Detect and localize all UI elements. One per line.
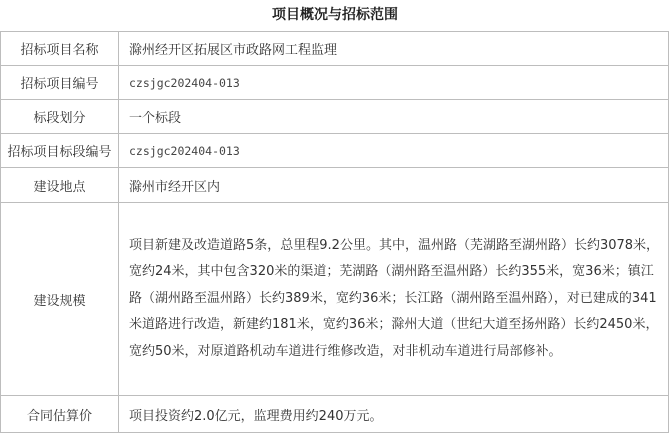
row-label: 建设地点 bbox=[1, 168, 119, 203]
table-row bbox=[1, 168, 669, 203]
construction-scale-value: 项目新建及改造道路5条，总里程9.2公里。其中，温州路（芜湖路至湖州路）长约3078米，宽约24米，其中包含320米的渠道；芜湖路（湖州路至温州路）长约355米，宽36米；镇江路（湖州路至温州路）长约389米，宽约36米；长江路（湖州路至温州路），对已建成的341米道路进行改造，新建约181米，宽约36米；滁州大道（世纪大道至扬州路）长约2450米，宽约50米，对原道路机动车道进行维修改造，对非机动车道进行局部修补。 bbox=[119, 203, 669, 396]
section-title: 项目概况与招标范围 bbox=[272, 7, 398, 23]
table-row bbox=[1, 396, 669, 433]
row-label: 合同估算价 bbox=[1, 396, 119, 433]
table-row bbox=[1, 32, 669, 66]
table-row bbox=[1, 100, 669, 134]
section-division-value: 一个标段 bbox=[119, 100, 669, 134]
row-label: 招标项目标段编号 bbox=[1, 134, 119, 168]
row-label: 招标项目编号 bbox=[1, 66, 119, 100]
table-row bbox=[1, 66, 669, 100]
row-label: 建设规模 bbox=[1, 203, 119, 396]
table-row bbox=[1, 203, 669, 396]
construction-site-value: 滁州市经开区内 bbox=[119, 168, 669, 203]
project-info-table bbox=[0, 31, 669, 433]
project-number-value: czsjgc202404-013 bbox=[119, 66, 669, 100]
row-label: 招标项目名称 bbox=[1, 32, 119, 66]
row-label: 标段划分 bbox=[1, 100, 119, 134]
section-number-value: czsjgc202404-013 bbox=[119, 134, 669, 168]
project-name-value: 滁州经开区拓展区市政路网工程监理 bbox=[119, 32, 669, 66]
table-row bbox=[1, 134, 669, 168]
contract-estimate-value: 项目投资约2.0亿元，监理费用约240万元。 bbox=[119, 396, 669, 433]
